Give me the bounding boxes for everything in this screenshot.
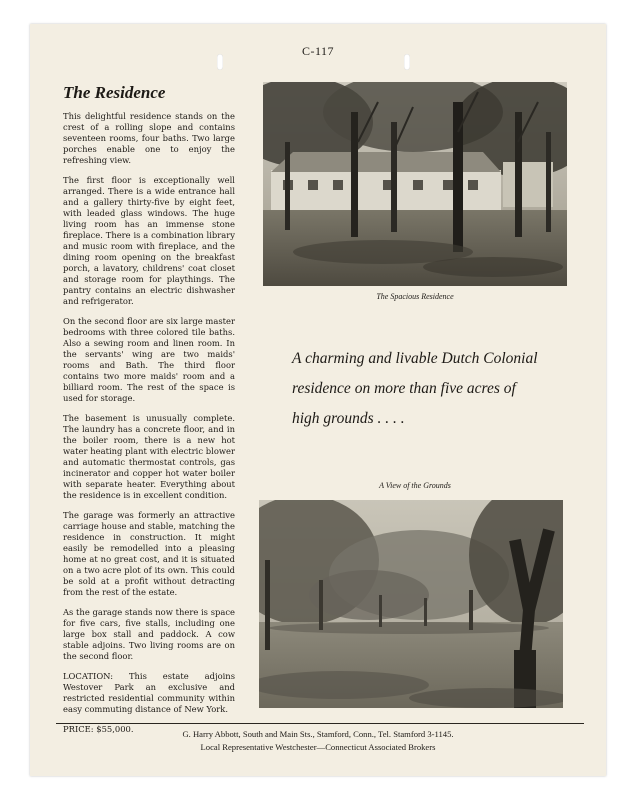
paragraph-price: PRICE: $55,000.: [63, 724, 134, 734]
grounds-photo: [259, 500, 563, 708]
grounds-photo-caption: A View of the Grounds: [379, 481, 451, 490]
paragraph-first-floor: The first floor is exceptionally well arranged. There is a wide entrance hall and a gallery thirty-five by eight feet, with leaded glass windows. The huge living room has an immense stone fireplace. There is a combination library and music room with fireplace, and the dining room opening on the breakfast porch, a lavatory, childrens' coat closet and storage room for playthings. The pantry contains an electric dishwasher and refrigerator.: [63, 175, 235, 306]
paragraph-intro: This delightful residence stands on the crest of a rolling slope and contains seventeen rooms, four baths. Two large porches enable one to enjoy the refreshing view.: [63, 111, 235, 165]
paragraph-location: LOCATION: This estate adjoins Westover Park an exclusive and restricted residential community within easy commuting distance of New York.: [63, 671, 235, 714]
residence-photo: [263, 82, 567, 286]
section-title: The Residence: [63, 83, 166, 102]
brochure-page: [30, 24, 606, 776]
broker-address: G. Harry Abbott, South and Main Sts., Stamford, Conn., Tel. Stamford 3-1145.: [182, 729, 454, 739]
broker-footer: [30, 728, 606, 754]
paragraph-garage-space: As the garage stands now there is space for five cars, five stalls, including one large box stall and paddock. A cow stable adjoins. Two living rooms are on the second floor.: [63, 607, 235, 661]
residence-photo-caption: The Spacious Residence: [376, 292, 454, 301]
broker-affiliation: Local Representative Westchester—Connecticut Associated Brokers: [200, 742, 436, 752]
description-column: [63, 111, 235, 744]
paragraph-basement: The basement is unusually complete. The laundry has a concrete floor, and in the boiler room, there is a new hot water heating plant with electric blower and automatic thermostat controls, gas incinerator and copper hot water boiler with separate heater. Everything about the residence is in excellent condition.: [63, 413, 235, 500]
page-number: C-117: [301, 44, 335, 58]
paragraph-second-floor: On the second floor are six large master bedrooms with three colored tile baths. Also a sewing room and linen room. In the servants' wing are two maids' rooms and Bath. The third floor contains two more maids' room and a billiard room. The rest of the space is used for storage.: [63, 316, 235, 403]
footer-divider: [56, 723, 584, 724]
paragraph-garage: The garage was formerly an attractive carriage house and stable, matching the residence in construction. It might easily be remodelled into a pleasing home at no great cost, and it is situated on a two acre plot of its own. This could be sold at a profit without detracting from the rest of the estate.: [63, 510, 235, 597]
tagline: A charming and livable Dutch Colonial residence on more than five acres of high grounds . . . .: [292, 350, 538, 427]
